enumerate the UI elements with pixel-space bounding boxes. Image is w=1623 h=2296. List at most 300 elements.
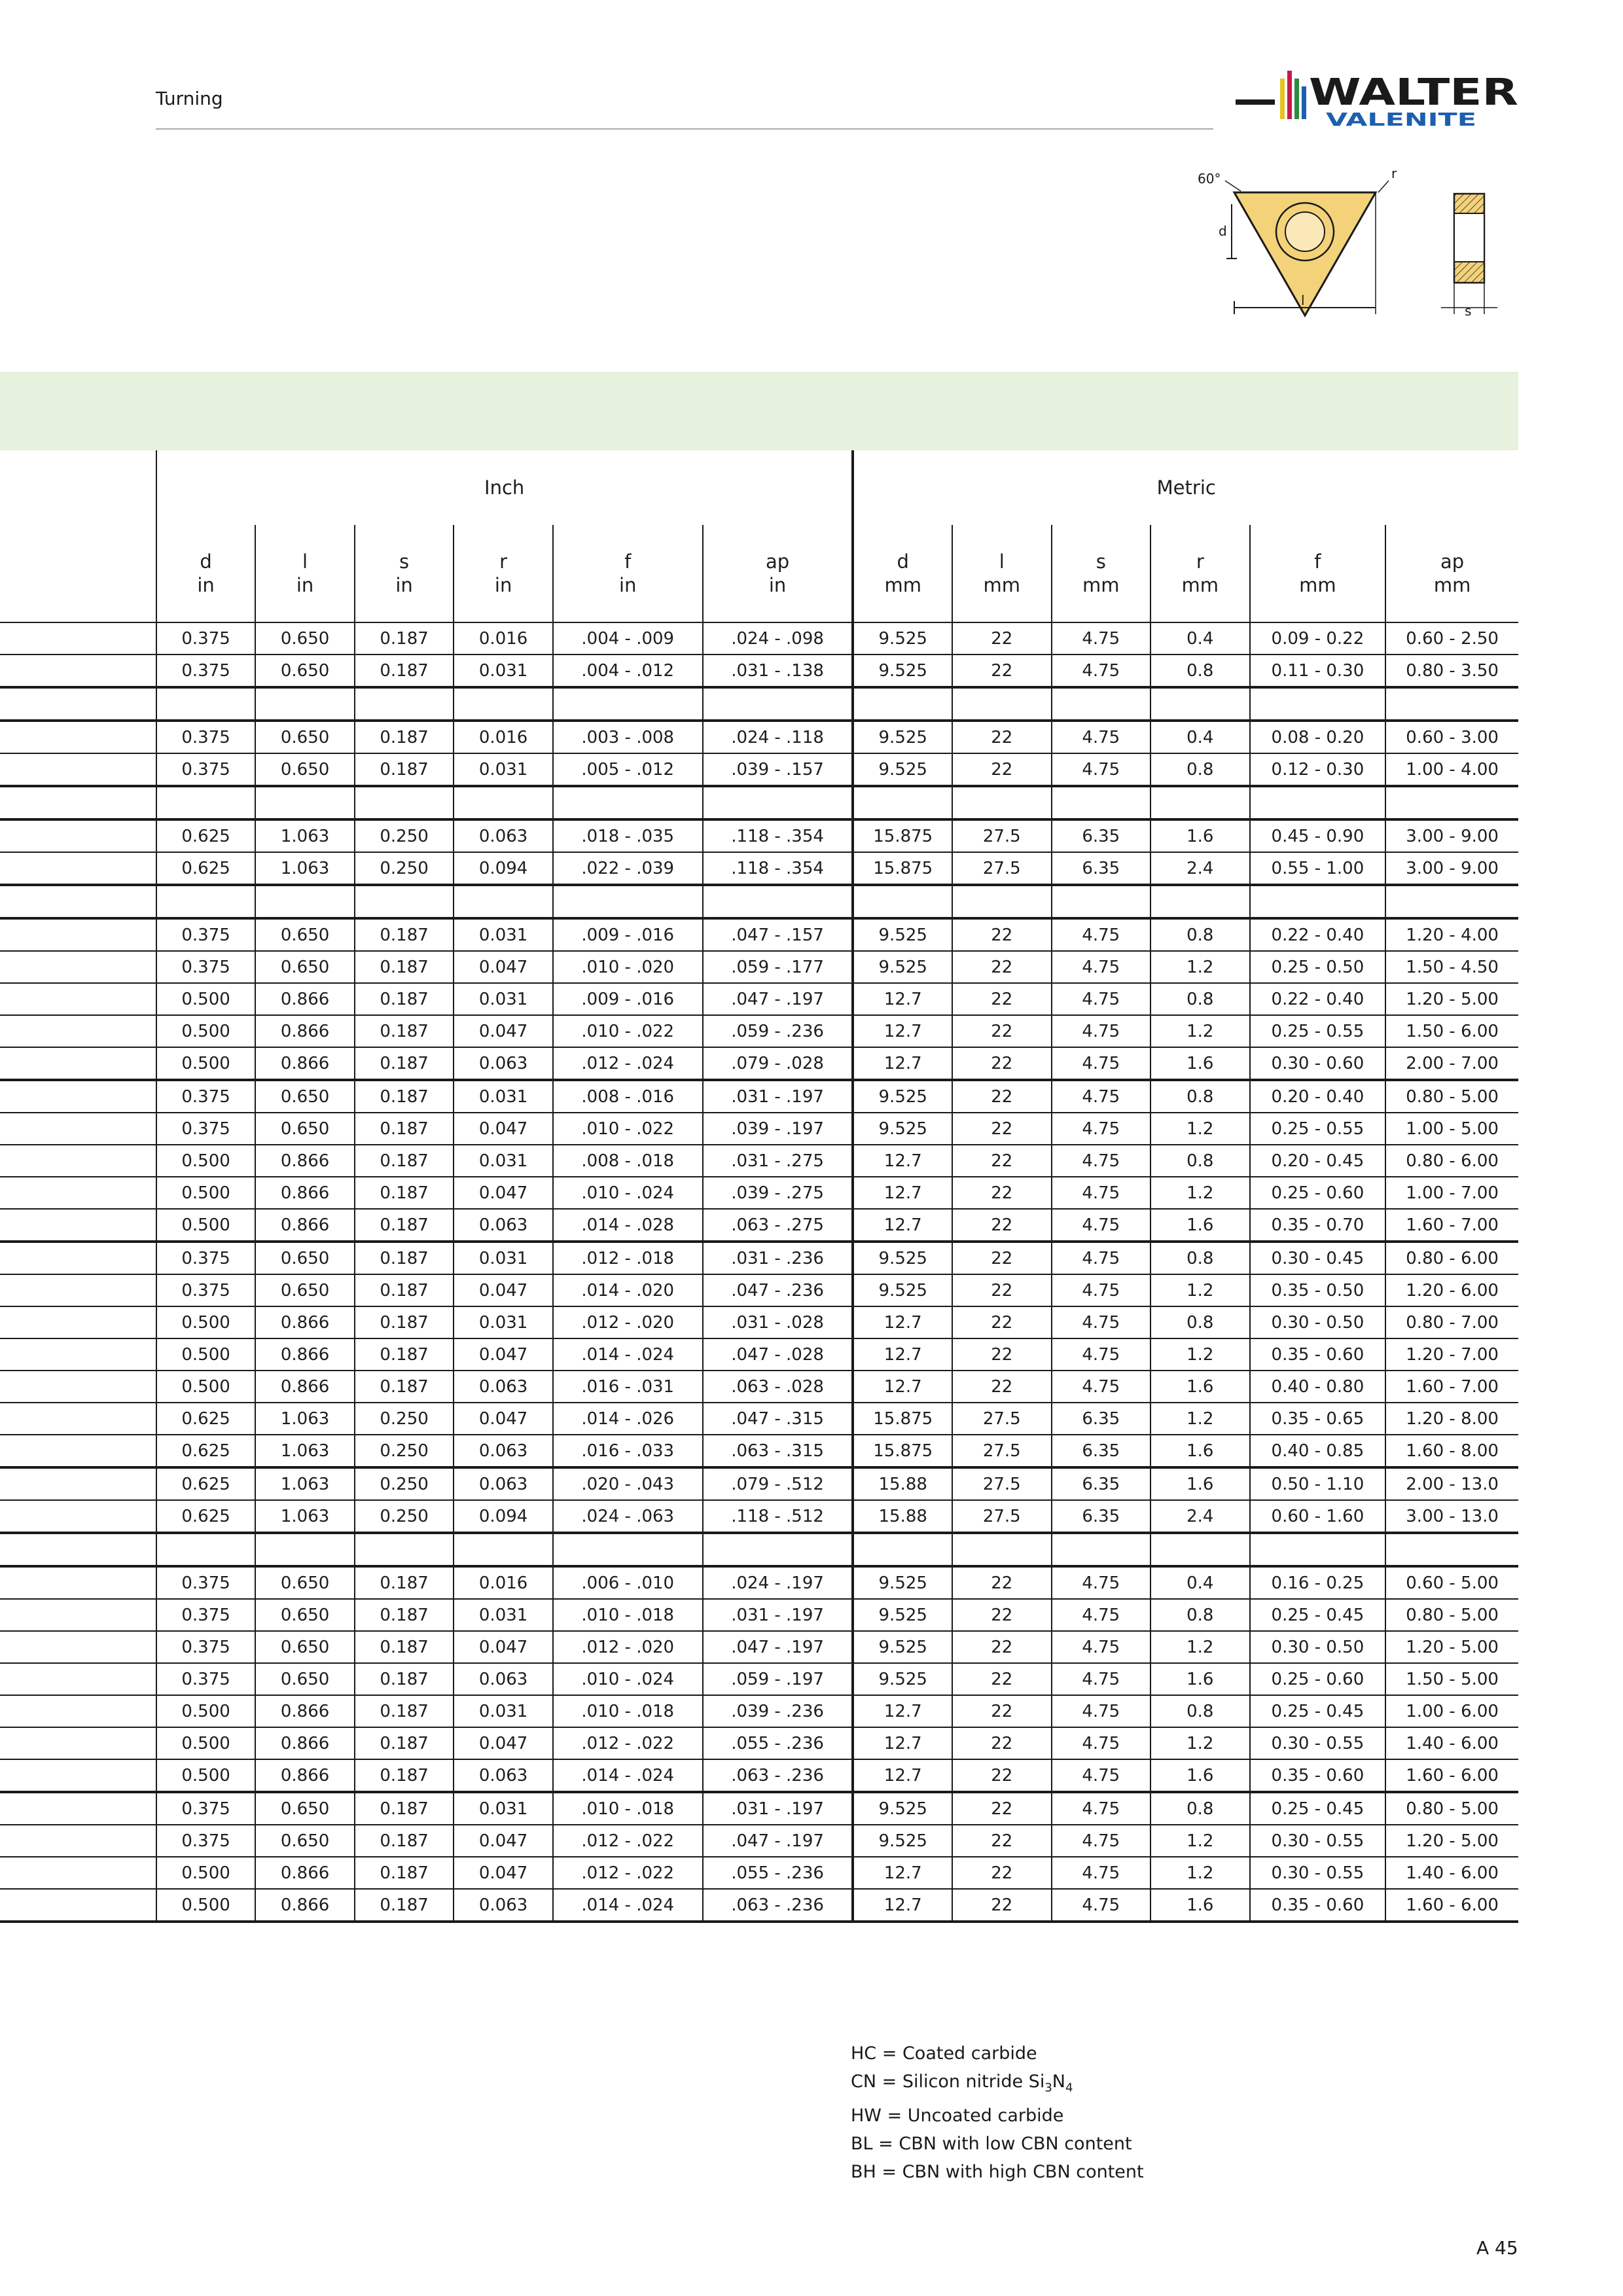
row-spacer-cell: [0, 1371, 156, 1403]
logo-wordmark-valenite: VALENITE: [1326, 109, 1476, 130]
table-cell: 0.650: [255, 622, 355, 655]
table-cell: 4.75: [1052, 1338, 1151, 1371]
table-cell: 1.2: [1150, 1113, 1250, 1145]
table-cell: 0.375: [156, 1274, 256, 1306]
row-spacer-cell: [0, 1792, 156, 1825]
table-cell: 0.8: [1150, 983, 1250, 1015]
row-spacer-cell: [0, 885, 156, 918]
table-cell: 0.650: [255, 1599, 355, 1631]
table-cell: 0.25 - 0.60: [1250, 1177, 1386, 1209]
table-cell: 12.7: [853, 1306, 952, 1338]
table-cell: 0.031: [454, 1242, 553, 1274]
angle-arrow: [1225, 181, 1241, 191]
row-spacer-cell: [0, 1467, 156, 1500]
table-cell: 2.4: [1150, 1500, 1250, 1533]
table-cell: 9.525: [853, 1274, 952, 1306]
table-cell: .047 - .236: [703, 1274, 853, 1306]
row-spacer-cell: [0, 1145, 156, 1177]
table-cell: [255, 1533, 355, 1566]
table-cell: 0.866: [255, 1306, 355, 1338]
table-cell: 1.2: [1150, 1177, 1250, 1209]
logo-bar-yellow: [1280, 79, 1285, 119]
table-cell: .014 - .024: [553, 1889, 703, 1922]
table-cell: 0.866: [255, 1047, 355, 1080]
insert-hole-inner: [1285, 212, 1325, 251]
table-cell: .018 - .035: [553, 819, 703, 852]
table-cell: 0.187: [355, 918, 454, 951]
table-cell: 0.500: [156, 1759, 256, 1792]
table-cell: [553, 786, 703, 819]
table-cell: [156, 885, 256, 918]
table-cell: 22: [952, 1825, 1052, 1857]
table-cell: 2.4: [1150, 852, 1250, 885]
column-header-row: [0, 525, 1518, 622]
table-cell: 0.60 - 3.00: [1385, 721, 1518, 753]
table-row: [0, 622, 1518, 655]
table-cell: 6.35: [1052, 1435, 1151, 1467]
table-cell: 4.75: [1052, 1080, 1151, 1113]
table-cell: 1.60 - 8.00: [1385, 1435, 1518, 1467]
row-spacer-cell: [0, 1242, 156, 1274]
table-cell: 0.375: [156, 1599, 256, 1631]
row-spacer-cell: [0, 1663, 156, 1695]
column-header-unit: mm: [1082, 574, 1120, 596]
table-cell: 0.866: [255, 1015, 355, 1047]
table-cell: .014 - .028: [553, 1209, 703, 1242]
table-cell: 0.35 - 0.60: [1250, 1889, 1386, 1922]
table-cell: 9.525: [853, 951, 952, 983]
table-cell: 0.063: [454, 1467, 553, 1500]
table-cell: 0.500: [156, 1727, 256, 1759]
table-cell: 6.35: [1052, 1403, 1151, 1435]
table-cell: 0.625: [156, 852, 256, 885]
column-header-spacer: [0, 525, 156, 622]
table-cell: .024 - .197: [703, 1566, 853, 1599]
table-cell: 22: [952, 1177, 1052, 1209]
table-cell: [156, 1533, 256, 1566]
table-cell: [553, 1533, 703, 1566]
row-spacer-cell: [0, 1177, 156, 1209]
column-header-unit: mm: [884, 574, 921, 596]
table-cell: 0.187: [355, 1371, 454, 1403]
table-cell: .010 - .022: [553, 1015, 703, 1047]
table-cell: 0.187: [355, 1727, 454, 1759]
table-cell: 0.063: [454, 819, 553, 852]
table-cell: .063 - .236: [703, 1759, 853, 1792]
table-cell: 0.8: [1150, 1599, 1250, 1631]
table-cell: [1385, 687, 1518, 721]
table-cell: 1.6: [1150, 1209, 1250, 1242]
table-cell: .005 - .012: [553, 753, 703, 786]
table-cell: .010 - .022: [553, 1113, 703, 1145]
table-cell: 0.80 - 5.00: [1385, 1080, 1518, 1113]
table-cell: .031 - .138: [703, 655, 853, 687]
l-dimension-label: l: [1301, 293, 1305, 308]
column-header-unit: mm: [1433, 574, 1471, 596]
table-cell: 22: [952, 1599, 1052, 1631]
table-row: [0, 1500, 1518, 1533]
column-header-label: ap: [1440, 550, 1465, 573]
table-cell: 4.75: [1052, 1274, 1151, 1306]
table-cell: .047 - .315: [703, 1403, 853, 1435]
column-header-label: l: [999, 550, 1005, 573]
row-spacer-cell: [0, 1599, 156, 1631]
table-cell: 0.375: [156, 753, 256, 786]
row-spacer-cell: [0, 819, 156, 852]
table-cell: 0.8: [1150, 1242, 1250, 1274]
table-cell: 1.00 - 4.00: [1385, 753, 1518, 786]
table-cell: .012 - .022: [553, 1727, 703, 1759]
table-cell: 22: [952, 1145, 1052, 1177]
table-cell: 22: [952, 1371, 1052, 1403]
table-cell: 0.30 - 0.55: [1250, 1825, 1386, 1857]
table-cell: 22: [952, 1566, 1052, 1599]
logo-dash: [1236, 99, 1275, 105]
table-cell: .016 - .031: [553, 1371, 703, 1403]
table-cell: .059 - .177: [703, 951, 853, 983]
table-row: [0, 1727, 1518, 1759]
table-cell: 0.866: [255, 1145, 355, 1177]
table-cell: .004 - .009: [553, 622, 703, 655]
table-cell: 0.375: [156, 1080, 256, 1113]
table-cell: 1.20 - 6.00: [1385, 1274, 1518, 1306]
table-cell: 15.875: [853, 819, 952, 852]
table-cell: 0.500: [156, 1371, 256, 1403]
table-cell: 0.30 - 0.50: [1250, 1631, 1386, 1663]
table-cell: [454, 885, 553, 918]
table-cell: 0.55 - 1.00: [1250, 852, 1386, 885]
table-cell: 0.650: [255, 721, 355, 753]
table-cell: 1.20 - 4.00: [1385, 918, 1518, 951]
table-cell: 0.25 - 0.45: [1250, 1792, 1386, 1825]
column-header-label: l: [302, 550, 308, 573]
logo-bar-red: [1287, 71, 1292, 119]
column-header: [1150, 525, 1250, 622]
green-header-band: [0, 372, 1518, 450]
table-cell: 0.60 - 2.50: [1385, 622, 1518, 655]
table-cell: .003 - .008: [553, 721, 703, 753]
table-cell: 0.047: [454, 1727, 553, 1759]
table-cell: .118 - .354: [703, 819, 853, 852]
table-cell: .024 - .098: [703, 622, 853, 655]
table-cell: 22: [952, 1015, 1052, 1047]
table-cell: .020 - .043: [553, 1467, 703, 1500]
table-cell: [853, 885, 952, 918]
table-cell: 4.75: [1052, 1177, 1151, 1209]
table-cell: 0.187: [355, 1015, 454, 1047]
table-cell: [703, 687, 853, 721]
table-cell: 0.625: [156, 1500, 256, 1533]
table-cell: 0.187: [355, 1825, 454, 1857]
table-cell: [454, 687, 553, 721]
table-cell: 1.20 - 8.00: [1385, 1403, 1518, 1435]
table-cell: 0.250: [355, 852, 454, 885]
table-cell: 6.35: [1052, 1500, 1151, 1533]
section-title: Turning: [156, 88, 223, 109]
table-cell: 0.187: [355, 753, 454, 786]
table-row: [0, 687, 1518, 721]
table-cell: 0.187: [355, 1080, 454, 1113]
table-cell: .031 - .275: [703, 1145, 853, 1177]
table-cell: 0.031: [454, 655, 553, 687]
row-spacer-cell: [0, 655, 156, 687]
table-cell: [355, 786, 454, 819]
table-cell: 0.4: [1150, 1566, 1250, 1599]
table-cell: 0.375: [156, 655, 256, 687]
table-cell: 0.8: [1150, 1080, 1250, 1113]
table-cell: [1052, 687, 1151, 721]
table-cell: 0.500: [156, 1047, 256, 1080]
table-cell: 0.80 - 3.50: [1385, 655, 1518, 687]
table-cell: 12.7: [853, 1015, 952, 1047]
table-cell: 27.5: [952, 819, 1052, 852]
table-cell: 0.375: [156, 1113, 256, 1145]
table-cell: 6.35: [1052, 852, 1151, 885]
table-cell: [1250, 1533, 1386, 1566]
table-cell: 0.80 - 6.00: [1385, 1145, 1518, 1177]
table-cell: 0.35 - 0.60: [1250, 1338, 1386, 1371]
table-cell: 4.75: [1052, 1599, 1151, 1631]
table-cell: [952, 687, 1052, 721]
table-cell: 0.25 - 0.45: [1250, 1695, 1386, 1727]
group-header-spacer: [0, 450, 156, 525]
group-header-metric: Metric: [853, 450, 1518, 525]
table-cell: 1.50 - 4.50: [1385, 951, 1518, 983]
table-cell: 22: [952, 918, 1052, 951]
column-header-unit: in: [197, 574, 215, 596]
table-cell: [255, 687, 355, 721]
table-cell: 1.6: [1150, 1371, 1250, 1403]
table-cell: 0.250: [355, 819, 454, 852]
table-cell: .008 - .018: [553, 1145, 703, 1177]
table-cell: 1.00 - 7.00: [1385, 1177, 1518, 1209]
table-cell: 0.40 - 0.85: [1250, 1435, 1386, 1467]
table-cell: 1.6: [1150, 1889, 1250, 1922]
table-cell: 0.187: [355, 1663, 454, 1695]
table-cell: 0.063: [454, 1047, 553, 1080]
table-cell: .063 - .275: [703, 1209, 853, 1242]
table-cell: 1.20 - 5.00: [1385, 1825, 1518, 1857]
table-cell: 27.5: [952, 1500, 1052, 1533]
table-row: [0, 983, 1518, 1015]
table-row: [0, 1889, 1518, 1922]
table-cell: 9.525: [853, 655, 952, 687]
table-cell: 0.016: [454, 622, 553, 655]
table-cell: 0.047: [454, 1113, 553, 1145]
table-cell: 22: [952, 1242, 1052, 1274]
table-row: [0, 1825, 1518, 1857]
table-cell: 0.650: [255, 1825, 355, 1857]
column-header-unit: in: [619, 574, 637, 596]
table-cell: 0.866: [255, 983, 355, 1015]
table-cell: .014 - .024: [553, 1759, 703, 1792]
table-cell: 12.7: [853, 1047, 952, 1080]
table-cell: [156, 687, 256, 721]
table-cell: 1.6: [1150, 1435, 1250, 1467]
table-cell: 0.047: [454, 1857, 553, 1889]
table-cell: .010 - .024: [553, 1177, 703, 1209]
table-cell: [454, 786, 553, 819]
column-header: [1250, 525, 1386, 622]
table-cell: 0.866: [255, 1889, 355, 1922]
row-spacer-cell: [0, 1435, 156, 1467]
table-cell: 0.063: [454, 1759, 553, 1792]
table-cell: [553, 885, 703, 918]
walter-valenite-logo: [1236, 60, 1521, 132]
table-cell: [1150, 687, 1250, 721]
table-cell: .055 - .236: [703, 1857, 853, 1889]
table-cell: 0.30 - 0.55: [1250, 1727, 1386, 1759]
column-header-unit: in: [395, 574, 413, 596]
table-cell: 4.75: [1052, 622, 1151, 655]
table-cell: 1.00 - 6.00: [1385, 1695, 1518, 1727]
table-cell: 1.2: [1150, 1727, 1250, 1759]
table-cell: 0.80 - 5.00: [1385, 1792, 1518, 1825]
row-spacer-cell: [0, 1857, 156, 1889]
table-cell: .063 - .315: [703, 1435, 853, 1467]
column-header: [1052, 525, 1151, 622]
table-cell: 1.60 - 6.00: [1385, 1889, 1518, 1922]
table-cell: 0.063: [454, 1435, 553, 1467]
table-cell: 15.875: [853, 1435, 952, 1467]
column-header-label: r: [499, 550, 508, 573]
row-spacer-cell: [0, 1047, 156, 1080]
table-cell: 15.88: [853, 1467, 952, 1500]
row-spacer-cell: [0, 1533, 156, 1566]
insert-dimensions-table: [0, 450, 1518, 1923]
row-spacer-cell: [0, 753, 156, 786]
table-cell: 0.8: [1150, 753, 1250, 786]
table-row: [0, 1663, 1518, 1695]
table-row: [0, 1113, 1518, 1145]
table-cell: 0.250: [355, 1403, 454, 1435]
column-header-label: r: [1196, 550, 1204, 573]
column-header-label: f: [624, 550, 632, 573]
table-cell: .031 - .197: [703, 1792, 853, 1825]
table-cell: 4.75: [1052, 1306, 1151, 1338]
table-cell: 12.7: [853, 983, 952, 1015]
table-cell: .118 - .354: [703, 852, 853, 885]
table-cell: 6.35: [1052, 1467, 1151, 1500]
table-cell: 4.75: [1052, 1825, 1151, 1857]
table-cell: 0.031: [454, 1792, 553, 1825]
table-cell: 0.500: [156, 1177, 256, 1209]
table-cell: 22: [952, 1113, 1052, 1145]
table-cell: 0.25 - 0.50: [1250, 951, 1386, 983]
table-cell: 0.016: [454, 721, 553, 753]
table-cell: 0.187: [355, 1113, 454, 1145]
column-header: [1385, 525, 1518, 622]
table-cell: 0.031: [454, 1599, 553, 1631]
table-cell: .055 - .236: [703, 1727, 853, 1759]
table-cell: 9.525: [853, 1825, 952, 1857]
table-cell: 0.047: [454, 951, 553, 983]
column-header-label: ap: [765, 550, 790, 573]
table-cell: 0.40 - 0.80: [1250, 1371, 1386, 1403]
table-cell: 4.75: [1052, 1631, 1151, 1663]
table-cell: 0.25 - 0.60: [1250, 1663, 1386, 1695]
table-row: [0, 1435, 1518, 1467]
table-cell: 0.30 - 0.50: [1250, 1306, 1386, 1338]
table-cell: 0.187: [355, 1209, 454, 1242]
table-cell: 0.650: [255, 951, 355, 983]
table-cell: 0.187: [355, 1047, 454, 1080]
table-cell: 12.7: [853, 1727, 952, 1759]
group-header-row: [0, 450, 1518, 525]
table-cell: 12.7: [853, 1857, 952, 1889]
table-cell: 22: [952, 1306, 1052, 1338]
table-cell: 27.5: [952, 1435, 1052, 1467]
row-spacer-cell: [0, 1080, 156, 1113]
table-cell: .047 - .197: [703, 983, 853, 1015]
table-cell: .039 - .197: [703, 1113, 853, 1145]
table-cell: [952, 1533, 1052, 1566]
table-cell: 4.75: [1052, 1371, 1151, 1403]
legend-cn: [851, 2068, 1144, 2102]
legend-cn-text: CN = Silicon nitride Si: [851, 2072, 1045, 2092]
column-header: [255, 525, 355, 622]
table-cell: 0.187: [355, 1145, 454, 1177]
table-cell: [1250, 687, 1386, 721]
table-row: [0, 786, 1518, 819]
table-cell: 0.031: [454, 1306, 553, 1338]
table-cell: 0.866: [255, 1177, 355, 1209]
table-cell: [255, 885, 355, 918]
column-header-label: s: [399, 550, 410, 573]
table-cell: 0.11 - 0.30: [1250, 655, 1386, 687]
table-cell: 1.2: [1150, 1631, 1250, 1663]
table-cell: 22: [952, 1695, 1052, 1727]
table-cell: [703, 786, 853, 819]
table-cell: 22: [952, 622, 1052, 655]
table-cell: .047 - .028: [703, 1338, 853, 1371]
table-row: [0, 1047, 1518, 1080]
column-header: [703, 525, 853, 622]
table-cell: 0.625: [156, 1467, 256, 1500]
table-cell: 9.525: [853, 721, 952, 753]
table-cell: 0.063: [454, 1371, 553, 1403]
table-cell: 0.20 - 0.45: [1250, 1145, 1386, 1177]
table-cell: 0.650: [255, 753, 355, 786]
table-cell: 0.80 - 7.00: [1385, 1306, 1518, 1338]
table-cell: 0.650: [255, 655, 355, 687]
table-cell: [1385, 786, 1518, 819]
column-header: [952, 525, 1052, 622]
table-cell: [355, 687, 454, 721]
table-cell: 0.375: [156, 1631, 256, 1663]
table-cell: 0.375: [156, 918, 256, 951]
table-cell: 0.25 - 0.55: [1250, 1113, 1386, 1145]
table-cell: [1250, 786, 1386, 819]
table-cell: 0.187: [355, 1695, 454, 1727]
table-cell: 0.063: [454, 1209, 553, 1242]
table-cell: 2.00 - 7.00: [1385, 1047, 1518, 1080]
table-cell: 4.75: [1052, 1695, 1151, 1727]
header-rule: [156, 128, 1213, 130]
table-cell: 1.2: [1150, 1857, 1250, 1889]
legend-cn-n: N: [1052, 2072, 1065, 2092]
legend-bl: BL = CBN with low CBN content: [851, 2134, 1132, 2155]
column-header-unit: in: [768, 574, 787, 596]
table-cell: 0.031: [454, 1145, 553, 1177]
table-cell: .118 - .512: [703, 1500, 853, 1533]
table-cell: 0.016: [454, 1566, 553, 1599]
table-cell: [355, 1533, 454, 1566]
table-row: [0, 1533, 1518, 1566]
table-cell: 0.60 - 1.60: [1250, 1500, 1386, 1533]
legend-bh: BH = CBN with high CBN content: [851, 2162, 1144, 2183]
table-cell: 0.187: [355, 1599, 454, 1631]
